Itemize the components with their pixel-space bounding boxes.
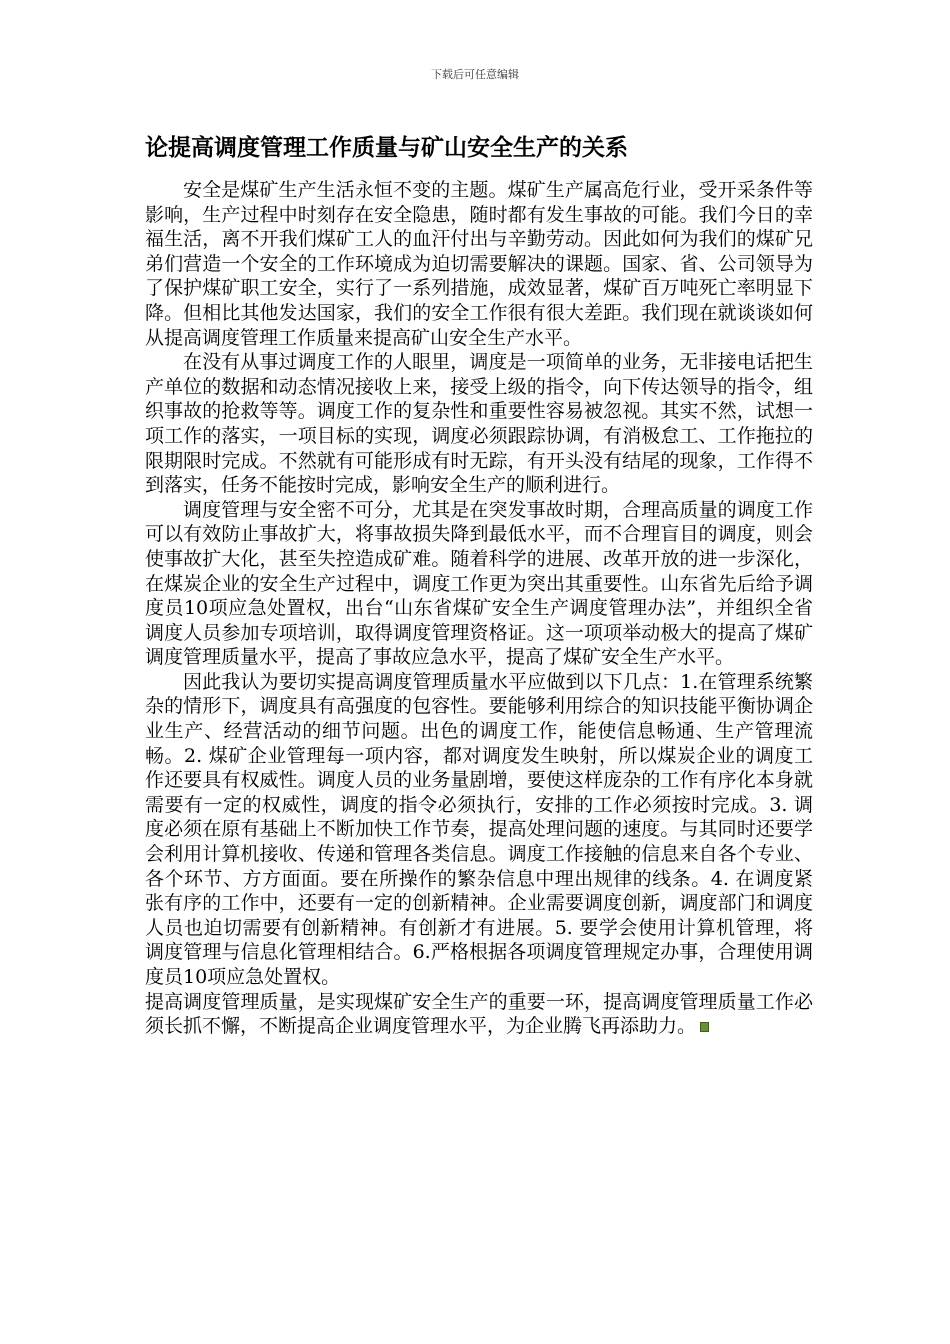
document-title: 论提高调度管理工作质量与矿山安全生产的关系 (145, 134, 628, 161)
paragraph-3: 调度管理与安全密不可分，尤其是在突发事故时期，合理高质量的调度工作可以有效防止事故扩大，将事故损失降到最低水平，而不合理盲目的调度，则会使事故扩大化，甚至失控造成矿难。随着科学的进展、改革开放的进一步深化，在煤炭企业的安全生产过程中，调度工作更为突出其重要性。山东省先后给予调度员10项应急处置权，出台“山东省煤矿安全生产调度管理办法”，并组织全省调度人员参加专项培训，取得调度管理资格证。这一项项举动极大的提高了煤矿调度管理质量水平，提高了事故应急水平，提高了煤矿安全生产水平。 (145, 498, 813, 669)
end-mark-icon (700, 1022, 709, 1032)
document-body (145, 130, 813, 1039)
closing-paragraph (145, 990, 813, 1039)
paragraph-2: 在没有从事过调度工作的人眼里，调度是一项简单的业务，无非接电话把生产单位的数据和动态情况接收上来，接受上级的指令，向下传达领导的指令，组织事故的抢救等等。调度工作的复杂性和重要性容易被忽视。其实不然，试想一项工作的落实，一项目标的实现，调度必须跟踪协调，有消极怠工、工作拖拉的限期限时完成。不然就有可能形成有时无踪，有开头没有结尾的现象，工作得不到落实，任务不能按时完成，影响安全生产的顺利进行。 (145, 351, 813, 497)
closing-text: 提高调度管理质量，是实现煤矿安全生产的重要一环，提高调度管理质量工作必须长抓不懈，不断提高企业调度管理水平，为企业腾飞再添助力。 (145, 990, 813, 1038)
paragraph-1: 安全是煤矿生产生活永恒不变的主题。煤矿生产属高危行业，受开采条件等影响，生产过程中时刻存在安全隐患，随时都有发生事故的可能。我们今日的幸福生活，离不开我们煤矿工人的血汗付出与辛勤劳动。因此如何为我们的煤矿兄弟们营造一个安全的工作环境成为迫切需要解决的课题。国家、省、公司领导为了保护煤矿职工安全，实行了一系列措施，成效显著，煤矿百万吨死亡率明显下降。但相比其他发达国家，我们的安全工作很有很大差距。我们现在就谈谈如何从提高调度管理工作质量来提高矿山安全生产水平。 (145, 179, 813, 349)
paragraph-4: 因此我认为要切实提高调度管理质量水平应做到以下几点：1.在管理系统繁杂的情形下，调度具有高强度的包容性。要能够利用综合的知识技能平衡协调企业生产、经营活动的细节问题。出色的调度工作，能使信息畅通、生产管理流畅。2. 煤矿企业管理每一项内容，都对调度发生映射，所以煤炭企业的调度工作还要具有权威性。调度人员的业务量剧增，要使这样庞杂的工作有序化本身就需要有一定的权威性，调度的指令必须执行，安排的工作必须按时完成。3. 调度必须在原有基础上不断加快工作节奏，提高处理问题的速度。与其同时还要学会利用计算机接收、传递和管理各类信息。调度工作接触的信息来自各个专业、各个环节、方方面面。要在所操作的繁杂信息中理出规律的线条。4. 在调度紧张有序的工作中，还要有一定的创新精神。企业需要调度创新，调度部门和调度人员也迫切需要有创新精神。有创新才有进展。5. 要学会使用计算机管理，将调度管理与信息化管理相结合。6.严格根据各项调度管理规定办事，合理使用调度员10项应急处置权。 (145, 670, 813, 988)
header-note: 下载后可任意编辑 (431, 68, 519, 81)
